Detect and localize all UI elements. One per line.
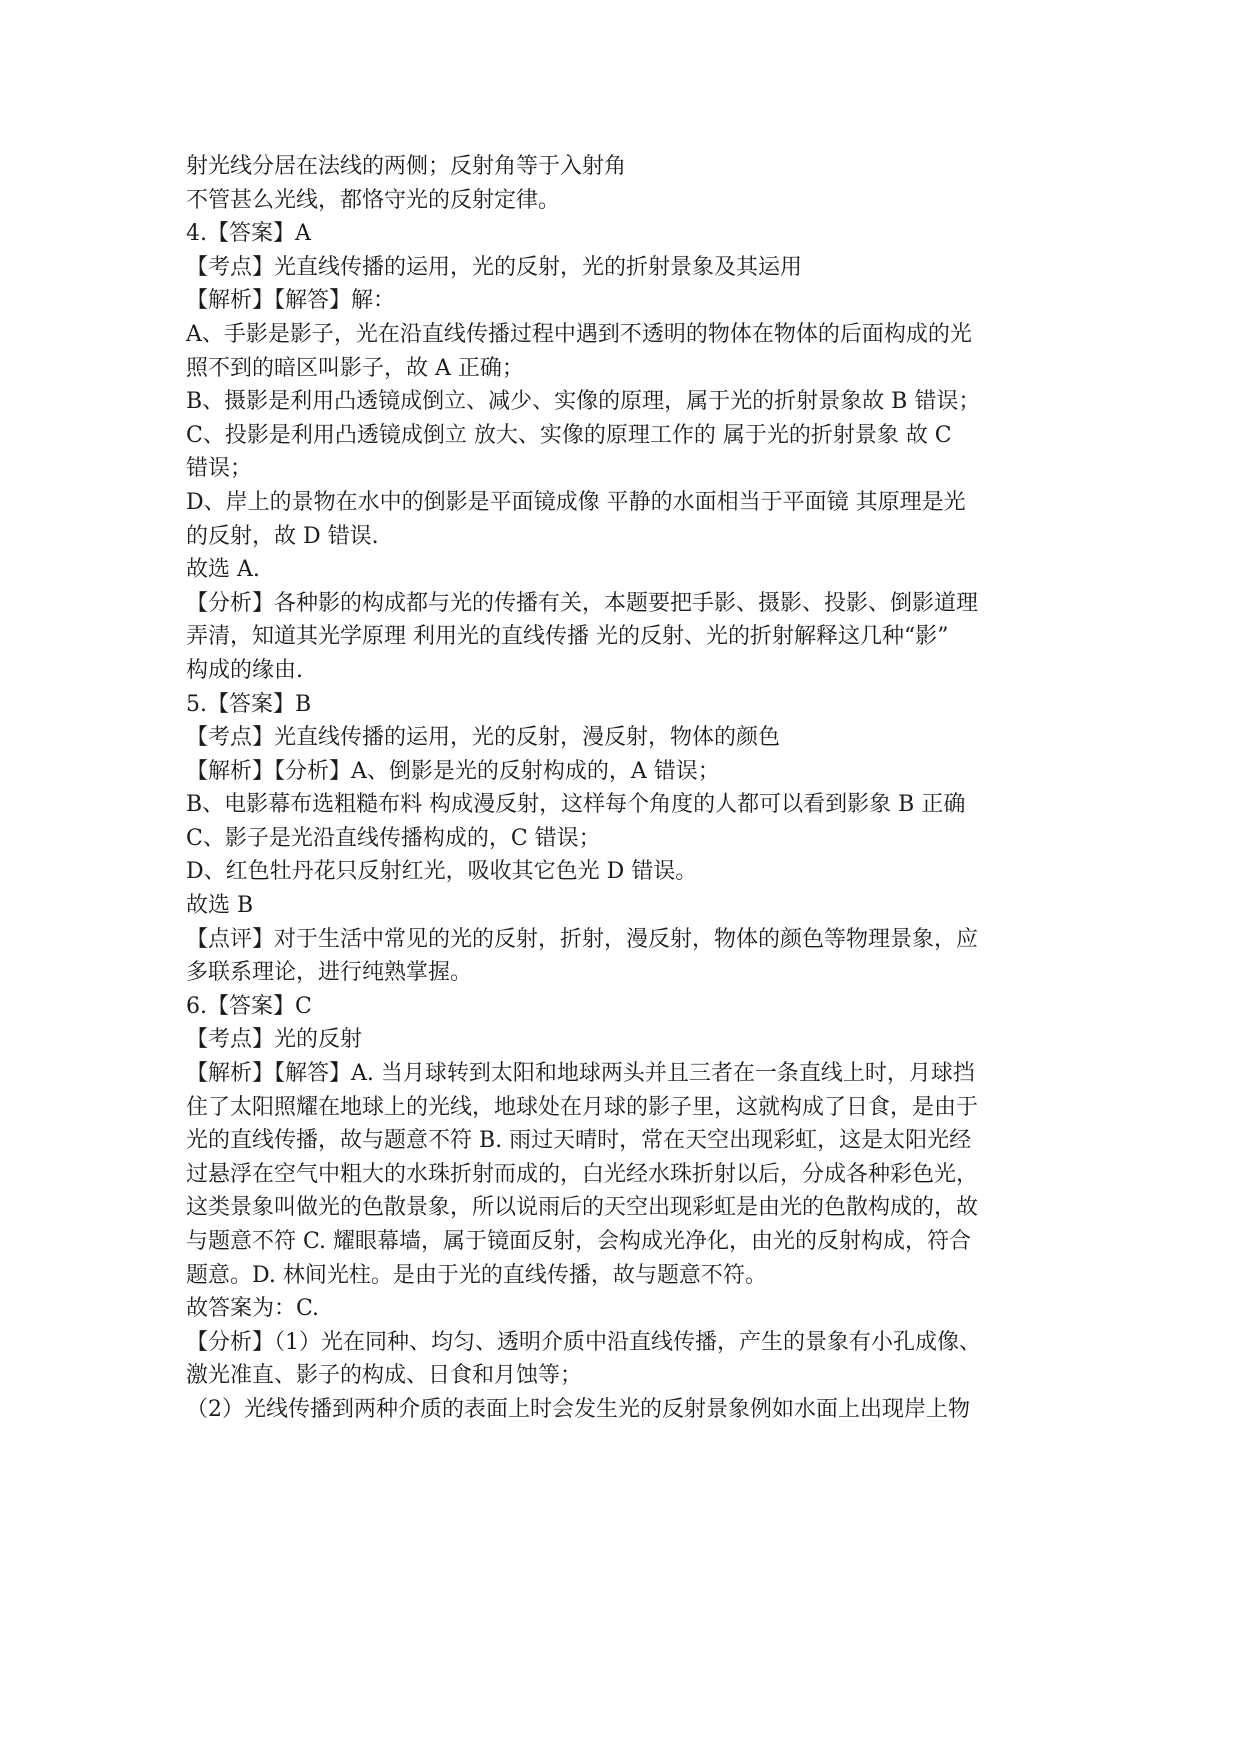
- text-line: 激光准直、影子的构成、日食和月蚀等；: [186, 1363, 583, 1389]
- text-line: B、摄影是利用凸透镜成倒立、减少、实像的原理，属于光的折射景象故 B 错误；: [186, 389, 981, 415]
- text-line: 弄清，知道其光学原理 利用光的直线传播 光的反射、光的折射解释这几种“影”: [186, 624, 949, 650]
- text-line: 5.【答案】B: [186, 691, 312, 717]
- text-line: 6.【答案】C: [186, 993, 312, 1019]
- text-line: 【考点】光的反射: [186, 1027, 363, 1053]
- text-line: 的反射，故 D 错误.: [186, 523, 379, 549]
- text-line: 射光线分居在法线的两侧；反射角等于入射角: [186, 154, 627, 179]
- text-line: 4.【答案】A: [186, 221, 311, 247]
- text-line: 过悬浮在空气中粗大的水珠折射而成的，白光经水珠折射以后，分成各种彩色光，: [186, 1161, 979, 1187]
- text-line: 【考点】光直线传播的运用，光的反射，漫反射，物体的颜色: [186, 725, 781, 751]
- text-line: B、电影幕布选粗糙布料 构成漫反射，这样每个角度的人都可以看到影象 B 正确: [186, 792, 966, 818]
- text-line: 住了太阳照耀在地球上的光线，地球处在月球的影子里，这就构成了日食，是由于: [186, 1094, 979, 1120]
- text-line: 故选 A.: [186, 557, 260, 583]
- text-line: C、投影是利用凸透镜成倒立 放大、实像的原理工作的 属于光的折射景象 故 C: [186, 422, 952, 448]
- text-line: 故答案为：C.: [186, 1296, 320, 1322]
- text-line: 与题意不符 C. 耀眼幕墙，属于镜面反射，会构成光净化，由光的反射构成，符合: [186, 1229, 972, 1254]
- text-line: 【解析】【解答】A. 当月球转到太阳和地球两头并且三者在一条直线上时，月球挡: [186, 1061, 975, 1087]
- text-line: 照不到的暗区叫影子，故 A 正确；: [186, 355, 524, 381]
- text-line: 【点评】对于生活中常见的光的反射，折射，漫反射，物体的颜色等物理景象，应: [186, 926, 979, 952]
- text-line: 【解析】【解答】解：: [186, 288, 396, 314]
- text-line: 构成的缘由.: [186, 657, 303, 683]
- text-line: 题意。D. 林间光柱。是由于光的直线传播，故与题意不符。: [186, 1262, 767, 1288]
- text-line: 故选 B: [186, 893, 254, 919]
- text-line: 【考点】光直线传播的运用，光的反射，光的折射景象及其运用: [186, 254, 803, 280]
- text-line: C、影子是光沿直线传播构成的，C 错误；: [186, 825, 601, 851]
- text-line: 这类景象叫做光的色散景象，所以说雨后的天空出现彩虹是由光的色散构成的，故: [186, 1195, 979, 1221]
- text-line: 光的直线传播，故与题意不符 B. 雨过天晴时，常在天空出现彩虹，这是太阳光经: [186, 1128, 972, 1154]
- text-line: 不管甚么光线，都恪守光的反射定律。: [186, 187, 561, 213]
- text-line: A、手影是影子，光在沿直线传播过程中遇到不透明的物体在物体的后面构成的光: [186, 321, 972, 347]
- text-line: 【分析】（1）光在同种、均匀、透明介质中沿直线传播，产生的景象有小孔成像、: [186, 1329, 981, 1355]
- page-body: [186, 150, 1086, 1427]
- text-line: 【分析】各种影的构成都与光的传播有关，本题要把手影、摄影、投影、倒影道理: [186, 590, 979, 616]
- text-line: 多联系理论，进行纯熟掌握。: [186, 960, 473, 986]
- text-line: （2）光线传播到两种介质的表面上时会发生光的反射景象例如水面上出现岸上物: [186, 1396, 970, 1422]
- text-line: 【解析】【分析】A、倒影是光的反射构成的，A 错误；: [186, 758, 720, 784]
- text-line: 错误；: [186, 456, 253, 482]
- text-line: D、红色牡丹花只反射红光，吸收其它色光 D 错误。: [186, 859, 698, 885]
- text-line: D、岸上的景物在水中的倒影是平面镜成像 平静的水面相当于平面镜 其原理是光: [186, 489, 966, 515]
